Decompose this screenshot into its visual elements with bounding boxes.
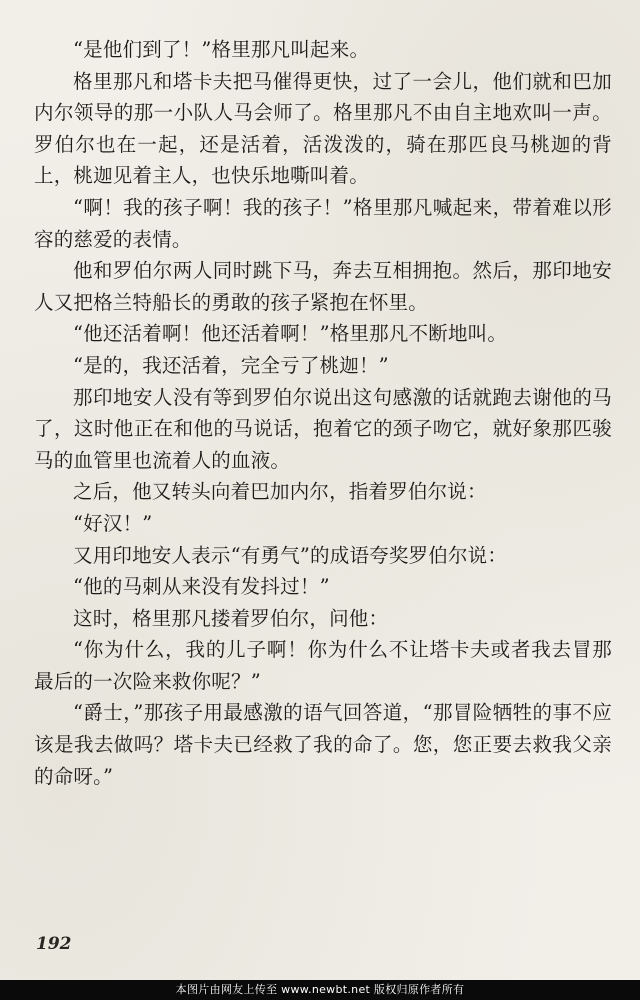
paragraph-3: “啊！我的孩子啊！我的孩子！”格里那凡喊起来，带着难以形容的慈爱的表情。 bbox=[34, 195, 612, 251]
paragraph-6: “是的，我还活着，完全亏了桃迦！” bbox=[73, 353, 389, 377]
watermark-footer: 本图片由网友上传至 www.newbt.net 版权归原作者所有 bbox=[0, 980, 640, 1000]
paragraph-1: “是他们到了！”格里那凡叫起来。 bbox=[73, 38, 370, 61]
paragraph-14: “爵士，”那孩子用最感激的语气回答道，“那冒险牺牲的事不应该是我去做吗？塔卡夫已经救了我的命了。您，您正要去救我父亲的命呀。” bbox=[34, 701, 612, 788]
paragraph-13: “你为什么，我的儿子啊！你为什么不让塔卡夫或者我去冒那最后的一次险来救你呢？” bbox=[34, 638, 612, 693]
paragraph-2: 格里那凡和塔卡夫把马催得更快，过了一会儿，他们就和巴加内尔领导的那一小队人马会师了。格里那凡不由自主地欢叫一声。罗伯尔也在一起，还是活着，活泼泼的，骑在那匹良马桃迦的背上，桃迦见着主人，也快乐地嘶叫着。 bbox=[34, 69, 612, 188]
paragraph-8: 之后，他又转头向着巴加内尔，指着罗伯尔说： bbox=[73, 480, 487, 504]
paragraph-12: 这时，格里那凡搂着罗伯尔，问他： bbox=[73, 606, 389, 630]
paragraph-11: “他的马刺从来没有发抖过！” bbox=[73, 575, 330, 599]
paragraph-10: 又用印地安人表示“有勇气”的成语夸奖罗伯尔说： bbox=[73, 543, 508, 567]
paragraph-5: “他还活着啊！他还活着啊！”格里那凡不断地叫。 bbox=[73, 322, 508, 346]
paragraph-7: 那印地安人没有等到罗伯尔说出这句感激的话就跑去谢他的马了，这时他正在和他的马说话，抱着它的颈子吻它，就好象那匹骏马的血管里也流着人的血液。 bbox=[34, 385, 612, 472]
paragraph-4: 他和罗伯尔两人同时跳下马，奔去互相拥抱。然后，那印地安人又把格兰特船长的勇敢的孩子紧抱在怀里。 bbox=[34, 259, 612, 314]
page-body-text bbox=[34, 34, 612, 792]
paragraph-9: “好汉！” bbox=[73, 511, 153, 535]
page-number: 192 bbox=[36, 934, 72, 954]
